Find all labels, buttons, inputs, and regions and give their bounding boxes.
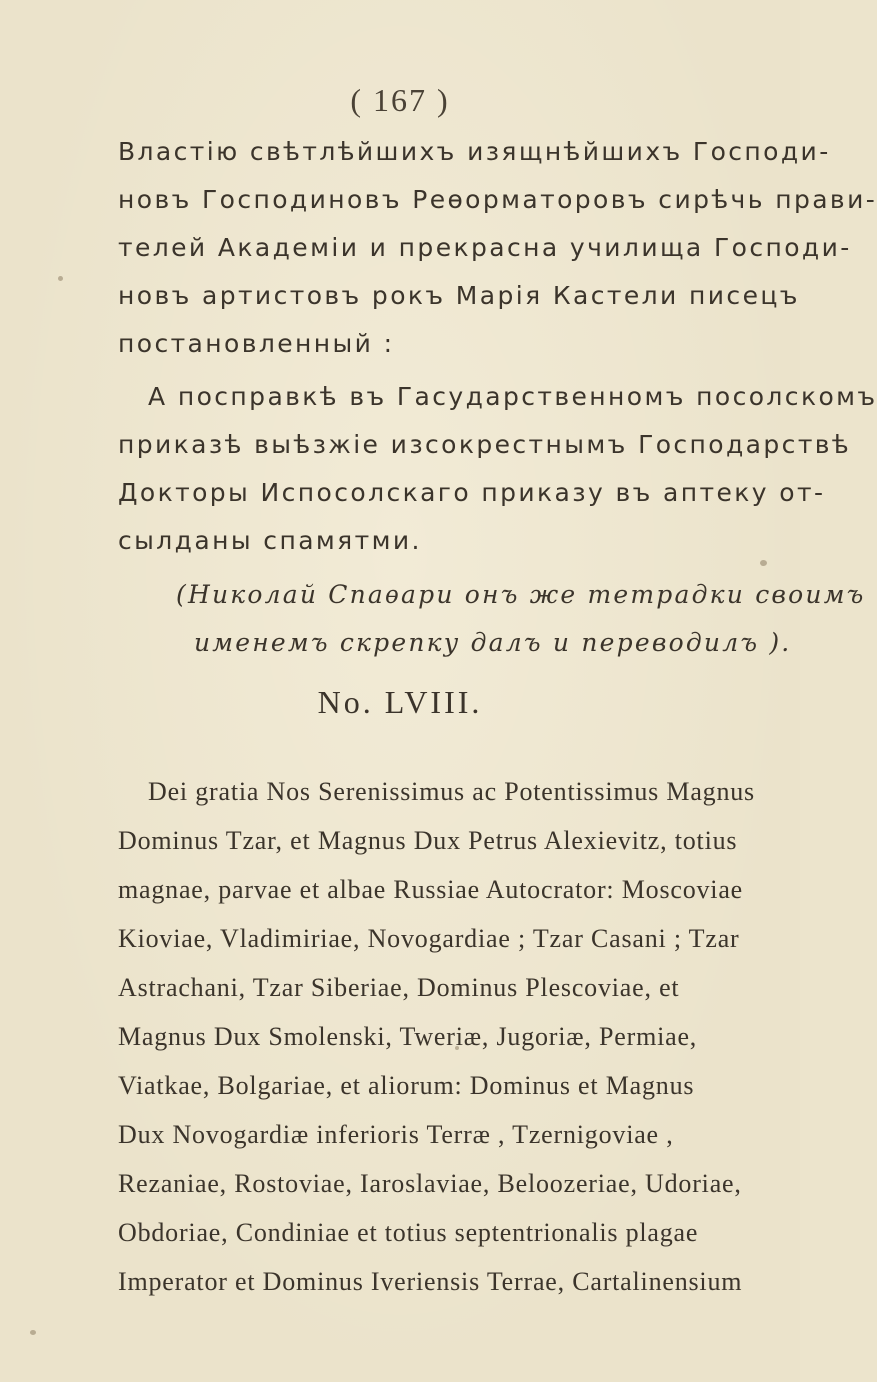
russian-line: сылданы спамятми. <box>118 526 422 555</box>
paper-speck <box>760 560 767 566</box>
latin-line: Dei gratia Nos Serenissimus ac Potentissimus Magnus <box>148 777 755 806</box>
russian-line-italic: именемъ скрепку далъ и переводилъ ). <box>194 628 792 657</box>
latin-line: Obdoriae, Condiniae et totius septentrionalis plagae <box>118 1218 699 1247</box>
latin-line: Dux Novogardiæ inferioris Terræ , Tzernigoviae , <box>118 1120 674 1149</box>
russian-line: новъ Господиновъ Реѳорматоровъ сирѣчь прави- <box>118 185 877 214</box>
russian-line: А посправкѣ въ Гасударственномъ посолскомъ <box>148 382 877 411</box>
latin-line: Dominus Tzar, et Magnus Dux Petrus Alexievitz, totius <box>118 826 738 855</box>
latin-line: Viatkae, Bolgariae, et aliorum: Dominus et Magnus <box>118 1071 695 1100</box>
russian-line: Докторы Испосолскаго приказу въ аптеку от- <box>118 478 826 507</box>
latin-line: Astrachani, Tzar Siberiae, Dominus Plescoviae, et <box>118 973 680 1002</box>
page-number: ( 167 ) <box>350 82 450 118</box>
paper-speck <box>30 1330 36 1335</box>
latin-line: Kioviae, Vladimiriae, Novogardiae ; Tzar Casani ; Tzar <box>118 924 740 953</box>
latin-line: Rezaniae, Rostoviae, Iaroslaviae, Beloozeriae, Udoriae, <box>118 1169 742 1198</box>
paper-speck <box>58 276 63 281</box>
russian-line-italic: (Николай Спаѳари онъ же тетрадки своимъ <box>176 580 866 609</box>
russian-line: постановленный : <box>118 329 395 358</box>
russian-line: новъ артистовъ рокъ Марія Кастели писецъ <box>118 281 800 310</box>
russian-line: телей Академіи и прекрасна училища Господи- <box>118 233 852 262</box>
latin-line: Imperator et Dominus Iveriensis Terrae, Cartalinensium <box>118 1267 743 1296</box>
latin-line: magnae, parvae et albae Russiae Autocrator: Moscoviae <box>118 875 743 904</box>
russian-line: Властію свѣтлѣйшихъ изящнѣйшихъ Господи- <box>118 137 831 166</box>
russian-line: приказѣ выѣзжіе изсокрестнымъ Господарствѣ <box>118 430 852 459</box>
latin-line: Magnus Dux Smolenski, Tweriæ, Jugoriæ, Permiae, <box>118 1022 698 1051</box>
document-heading: No. LVIII. <box>317 684 483 720</box>
paper-speck <box>455 1046 459 1050</box>
